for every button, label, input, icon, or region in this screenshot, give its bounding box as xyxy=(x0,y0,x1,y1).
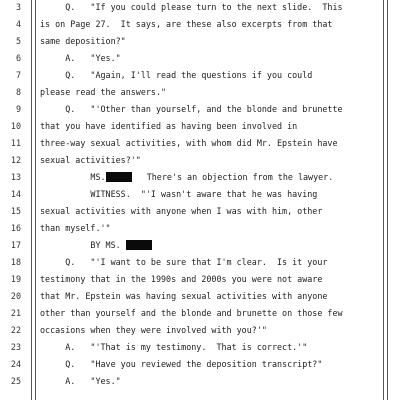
transcript-line: testimony that in the 1990s and 2000s you were not aware xyxy=(40,274,323,284)
transcript-line: sexual activities?'" xyxy=(40,155,141,165)
transcript-line: than myself.'" xyxy=(40,223,111,233)
line-continuation: There's an objection from the lawyer. xyxy=(131,172,334,182)
margin-rule xyxy=(387,0,388,400)
line-number: 7 xyxy=(15,70,21,80)
transcript-line: three-way sexual activities, with whom did Mr. Epstein have xyxy=(40,138,338,148)
transcript-line xyxy=(40,240,152,251)
margin-rule xyxy=(35,0,36,400)
line-number: 6 xyxy=(15,53,21,63)
transcript-line: that you have identified as having been involved in xyxy=(40,121,298,131)
speaker-label: BY MS. xyxy=(40,240,121,250)
line-number: 20 xyxy=(10,291,21,301)
line-number: 19 xyxy=(10,274,21,284)
line-number: 5 xyxy=(15,36,21,46)
line-number: 4 xyxy=(15,19,21,29)
transcript-line: Q. "If you could please turn to the next slide. This xyxy=(40,2,343,12)
transcript-line: Q. "Again, I'll read the questions if you could xyxy=(40,70,313,80)
speaker-label: MS. xyxy=(40,172,106,182)
transcript-line: WITNESS. "'I wasn't aware that he was having xyxy=(40,189,318,199)
line-number: 24 xyxy=(10,359,21,369)
redaction-box xyxy=(106,172,132,182)
transcript-line: A. "Yes." xyxy=(40,376,121,386)
margin-rule xyxy=(383,0,384,400)
line-number: 9 xyxy=(15,104,21,114)
transcript-line: Q. "'I want to be sure that I'm clear. Is it your xyxy=(40,257,328,267)
transcript-line: occasions when they were involved with you?'" xyxy=(40,325,267,335)
transcript-line xyxy=(40,172,333,183)
transcript-text xyxy=(40,0,380,400)
line-number: 15 xyxy=(10,206,21,216)
line-number: 25 xyxy=(10,376,21,386)
line-number: 12 xyxy=(10,155,21,165)
transcript-line: Q. "'Other than yourself, and the blonde and brunette xyxy=(40,104,343,114)
line-number: 11 xyxy=(10,138,21,148)
line-number: 23 xyxy=(10,342,21,352)
line-number: 18 xyxy=(10,257,21,267)
line-number: 22 xyxy=(10,325,21,335)
transcript-line: that Mr. Epstein was having sexual activities with anyone xyxy=(40,291,328,301)
transcript-line: Q. "Have you reviewed the deposition transcript?" xyxy=(40,359,323,369)
transcript-line: other than yourself and the blonde and brunette on those few xyxy=(40,308,343,318)
line-number: 10 xyxy=(10,121,21,131)
transcript-line: A. "'That is my testimony. That is correct.'" xyxy=(40,342,308,352)
line-number: 16 xyxy=(10,223,21,233)
line-number: 14 xyxy=(10,189,21,199)
line-number: 21 xyxy=(10,308,21,318)
transcript-line: A. "Yes." xyxy=(40,53,121,63)
transcript-line: please read the answers." xyxy=(40,87,167,97)
line-number: 8 xyxy=(15,87,21,97)
transcript-line: sexual activities with anyone when I was with him, other xyxy=(40,206,323,216)
margin-rule xyxy=(31,0,32,400)
line-number-column xyxy=(0,0,28,400)
transcript-line: same deposition?" xyxy=(40,36,126,46)
line-number: 17 xyxy=(10,240,21,250)
transcript-line: is on Page 27. It says, are these also excerpts from that xyxy=(40,19,333,29)
line-number: 3 xyxy=(15,2,21,12)
redaction-box xyxy=(126,240,152,250)
line-number: 13 xyxy=(10,172,21,182)
